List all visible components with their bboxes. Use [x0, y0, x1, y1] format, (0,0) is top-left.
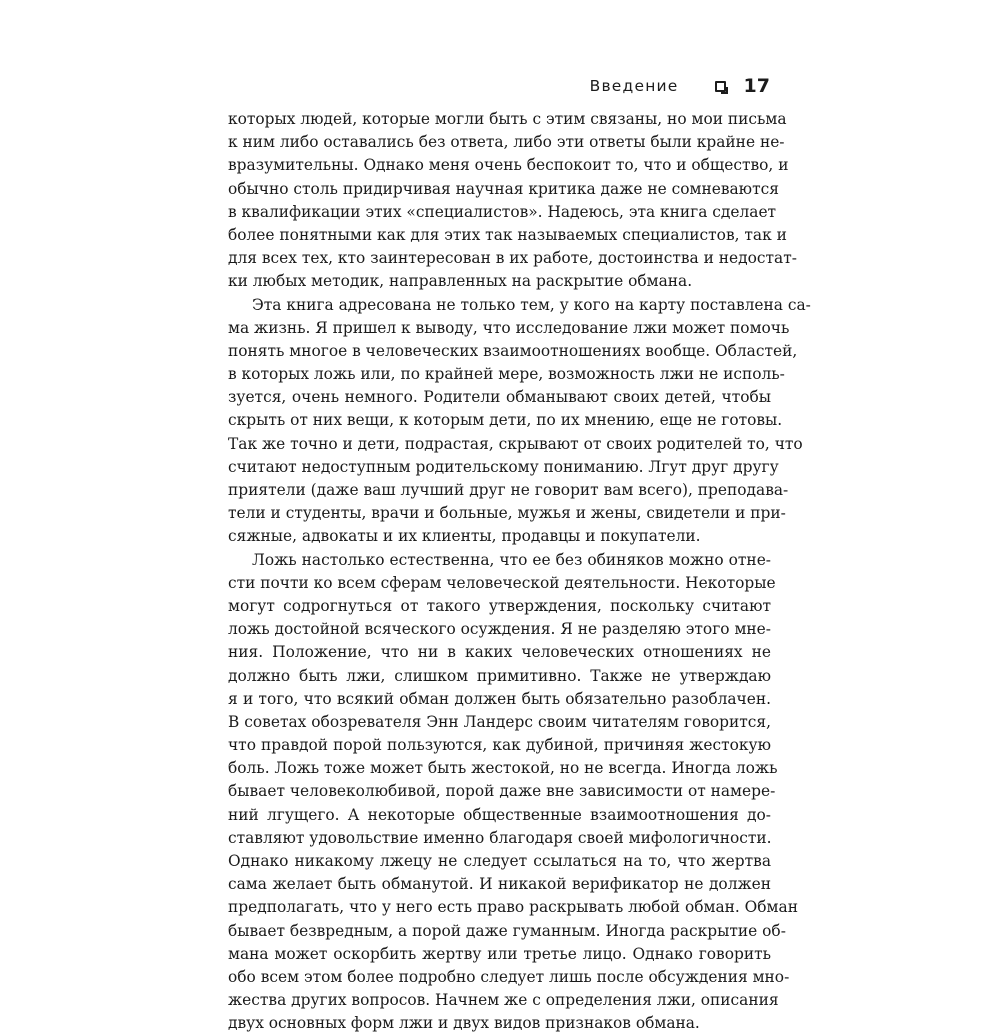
- text-line: к ним либо оставались без ответа, либо эти ответы были крайне не-: [228, 133, 785, 152]
- paragraph: [228, 294, 811, 549]
- text-line: вразумительны. Однако меня очень беспокоит то, что и общество, и: [228, 156, 789, 175]
- text-line: в которых ложь или, по крайней мере, возможность лжи не исполь-: [228, 365, 785, 384]
- text-line: тели и студенты, врачи и больные, мужья и жены, свидетели и при-: [228, 504, 786, 523]
- text-line: ма жизнь. Я пришел к выводу, что исследование лжи может помочь: [228, 318, 790, 337]
- text-line: Так же точно и дети, подрастая, скрывают от своих родителей то, что: [228, 434, 803, 453]
- text-line: жества других вопросов. Начнем же с определения лжи, описания: [228, 991, 779, 1010]
- text-line: ложь достойной всяческого осуждения. Я не разделяю этого мне-: [228, 620, 771, 639]
- text-line: приятели (даже ваш лучший друг не говорит вам всего), преподава-: [228, 481, 789, 499]
- paragraph: [228, 108, 797, 294]
- text-line: которых людей, которые могли быть с этим связаны, но мои письма: [228, 110, 787, 128]
- text-line: Ложь настолько естественна, что ее без обиняков можно отне-: [252, 550, 771, 569]
- text-line: я и того, что всякий обман должен быть обязательно разоблачен.: [228, 689, 771, 708]
- text-line: боль. Ложь тоже может быть жестокой, но не всегда. Иногда ложь: [228, 759, 778, 778]
- text-line: скрыть от них вещи, к которым дети, по их мнению, еще не готовы.: [228, 411, 783, 430]
- text-line: двух основных форм лжи и двух видов признаков обмана.: [228, 1014, 700, 1033]
- text-line: бывает человеколюбивой, порой даже вне зависимости от намере-: [228, 782, 776, 801]
- text-line: понять многое в человеческих взаимоотношениях вообще. Областей,: [228, 341, 798, 360]
- paragraph: [228, 549, 798, 1036]
- text-line: считают недоступным родительскому пониманию. Лгут друг другу: [228, 457, 779, 476]
- section-title: Введение: [589, 77, 679, 95]
- text-line: зуется, очень немного. Родители обманывают своих детей, чтобы: [228, 388, 771, 407]
- text-line: Эта книга адресована не только тем, у кого на карту поставлена са-: [252, 295, 811, 314]
- text-line: могут содрогнуться от такого утверждения, поскольку считают: [228, 596, 771, 615]
- text-line: предполагать, что у него есть право раскрывать любой обман. Обман: [228, 898, 798, 917]
- text-line: сти почти ко всем сферам человеческой деятельности. Некоторые: [228, 573, 776, 592]
- text-line: мана может оскорбить жертву или третье лицо. Однако говорить: [228, 944, 771, 963]
- text-line: обычно столь придирчивая научная критика даже не сомневаются: [228, 179, 779, 198]
- text-line: Однако никакому лжецу не следует ссылаться на то, что жертва: [228, 852, 771, 870]
- text-line: В советах обозревателя Энн Ландерс своим читателям говорится,: [228, 712, 771, 731]
- body-text: [228, 108, 811, 1036]
- text-line: сама желает быть обманутой. И никакой верификатор не должен: [228, 875, 771, 894]
- text-line: должно быть лжи, слишком примитивно. Также не утверждаю: [228, 666, 771, 685]
- text-line: что правдой порой пользуются, как дубиной, причиняя жестокую: [228, 736, 771, 755]
- text-line: для всех тех, кто заинтересован в их работе, достоинства и недостат-: [228, 249, 797, 268]
- square-bullet-icon: [715, 81, 726, 92]
- text-line: обо всем этом более подробно следует лишь после обсуждения мно-: [228, 967, 790, 986]
- text-line: бывает безвредным, а порой даже гуманным. Иногда раскрытие об-: [228, 921, 786, 940]
- text-line: ний лгущего. А некоторые общественные взаимоотношения до-: [228, 805, 771, 824]
- text-line: в квалификации этих «специалистов». Надеюсь, эта книга сделает: [228, 202, 777, 221]
- text-line: более понятными как для этих так называемых специалистов, так и: [228, 225, 787, 244]
- page-number: 17: [743, 75, 770, 97]
- text-line: ния. Положение, что ни в каких человеческих отношениях не: [228, 643, 771, 662]
- text-line: ставляют удовольствие именно благодаря своей мифологичности.: [228, 828, 772, 847]
- text-line: ки любых методик, направленных на раскрытие обмана.: [228, 272, 693, 291]
- running-header: [540, 70, 770, 102]
- text-line: сяжные, адвокаты и их клиенты, продавцы и покупатели.: [228, 527, 701, 546]
